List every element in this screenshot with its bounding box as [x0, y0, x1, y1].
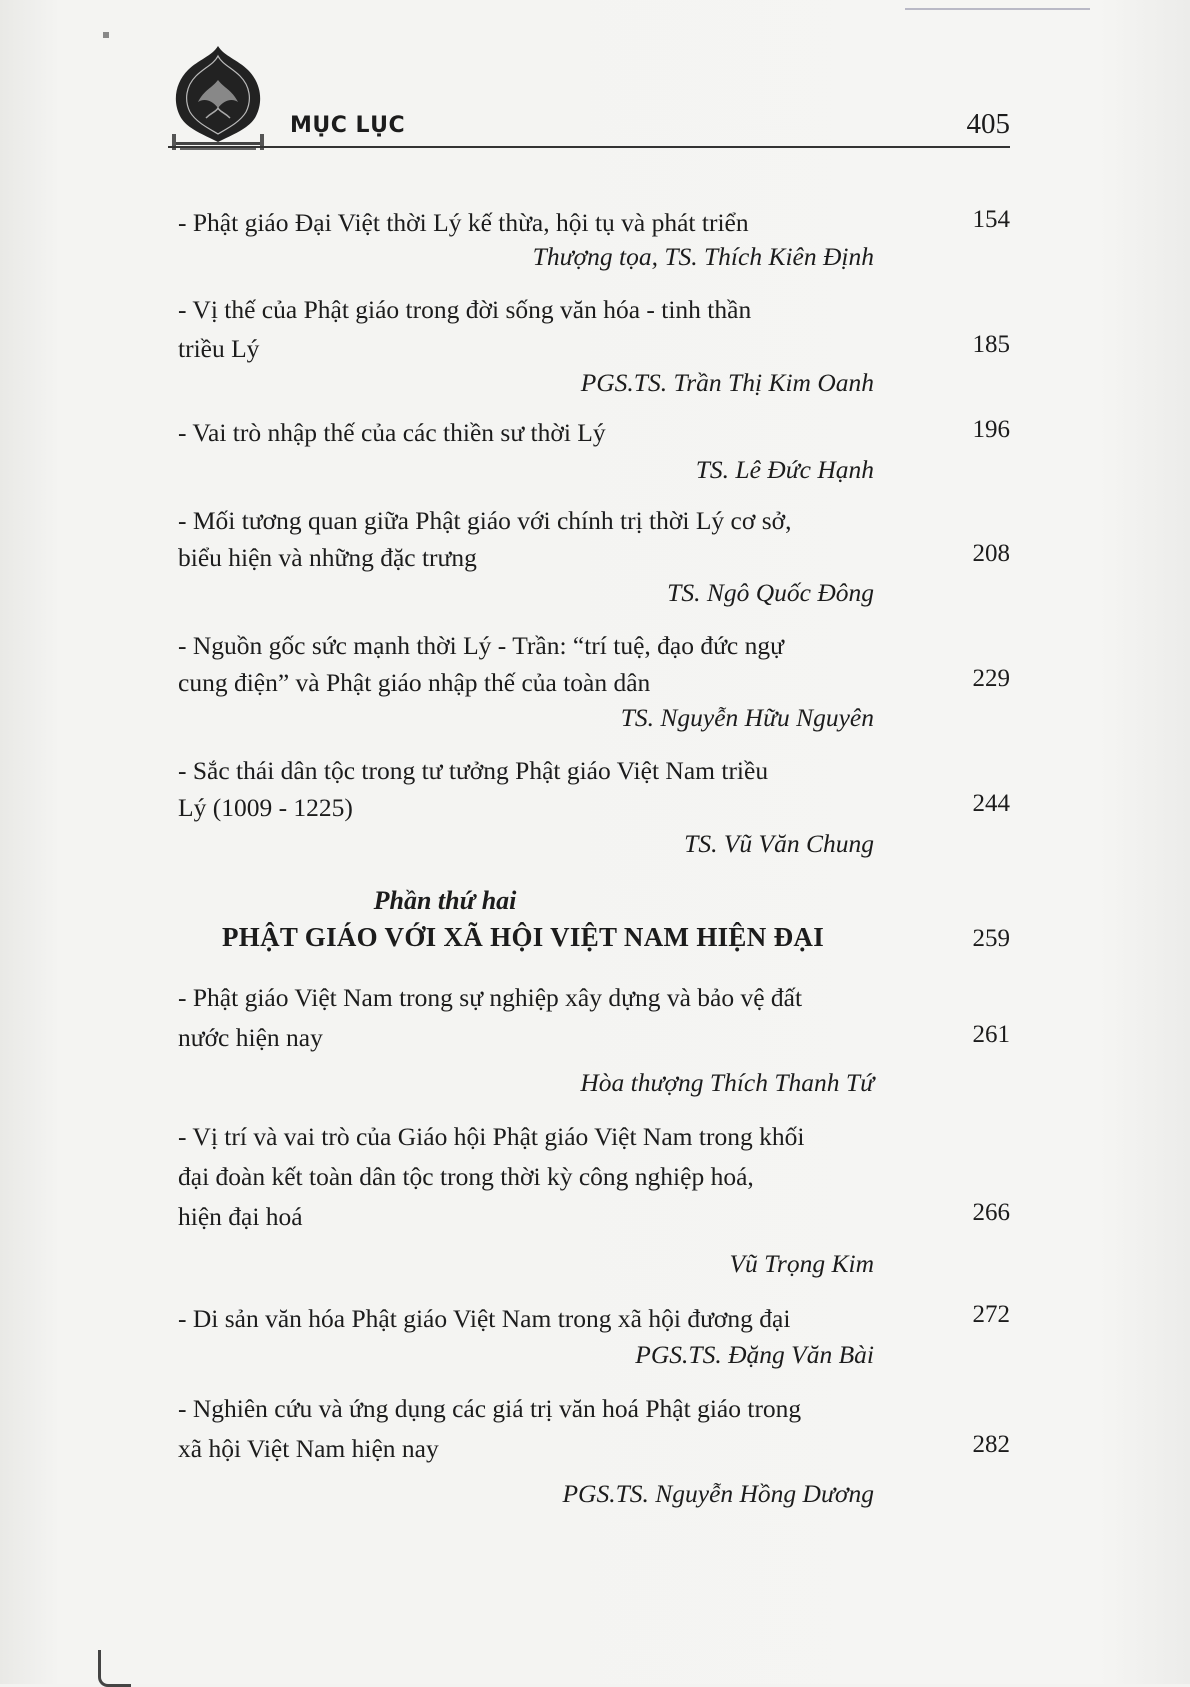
toc-entry-page: 244 — [972, 790, 1010, 817]
toc-entry-page: 154 — [972, 206, 1010, 233]
toc-entry-page: 185 — [972, 331, 1010, 358]
toc-entry-title: - Vị thế của Phật giáo trong đời sống văn hóa - tinh thần — [178, 295, 752, 324]
part-page: 259 — [972, 925, 1010, 952]
toc-entry-title: - Mối tương quan giữa Phật giáo với chính trị thời Lý cơ sở, — [178, 506, 792, 535]
toc-entry-page: 266 — [972, 1199, 1010, 1226]
toc-entry-page: 261 — [972, 1021, 1010, 1048]
header-page-number: 405 — [966, 108, 1010, 140]
toc-entry-author: Thượng tọa, TS. Thích Kiên Định — [532, 242, 874, 271]
toc-entry-author: PGS.TS. Nguyễn Hồng Dương — [562, 1479, 874, 1508]
toc-entry-title: cung điện” và Phật giáo nhập thế của toàn dân — [178, 668, 651, 697]
toc-entry-title: - Phật giáo Việt Nam trong sự nghiệp xây dựng và bảo vệ đất — [178, 983, 803, 1012]
toc-entry-author: Vũ Trọng Kim — [729, 1249, 874, 1278]
toc-entry-title: - Nguồn gốc sức mạnh thời Lý - Trần: “trí tuệ, đạo đức ngự — [178, 631, 784, 660]
toc-entry-page: 282 — [972, 1431, 1010, 1458]
toc-entry-author: PGS.TS. Đặng Văn Bài — [635, 1340, 874, 1369]
toc-entry-title: đại đoàn kết toàn dân tộc trong thời kỳ công nghiệp hoá, — [178, 1162, 754, 1191]
scan-mark — [103, 32, 109, 38]
toc-entry-author: TS. Ngô Quốc Đông — [667, 578, 874, 607]
toc-entry-page: 229 — [972, 665, 1010, 692]
toc-entry-author: TS. Vũ Văn Chung — [684, 829, 874, 858]
toc-entry-title: hiện đại hoá — [178, 1202, 303, 1231]
part-subtitle: Phần thứ hai — [373, 886, 517, 915]
toc-entry-title: - Vai trò nhập thế của các thiền sư thời Lý — [178, 418, 606, 447]
header-rule — [168, 146, 1010, 148]
toc-entry-title: Lý (1009 - 1225) — [178, 793, 353, 822]
toc-entry-author: TS. Lê Đức Hạnh — [695, 455, 874, 484]
bodhi-leaf-emblem-icon — [168, 42, 268, 154]
toc-entry-page: 196 — [972, 416, 1010, 443]
toc-entry-title: - Phật giáo Đại Việt thời Lý kế thừa, hội tụ và phát triển — [178, 208, 749, 237]
toc-entry-page: 272 — [972, 1301, 1010, 1328]
toc-entry-title: biểu hiện và những đặc trưng — [178, 543, 477, 572]
toc-entry-author: Hòa thượng Thích Thanh Tứ — [580, 1068, 874, 1097]
toc-entry-title: - Vị trí và vai trò của Giáo hội Phật giáo Việt Nam trong khối — [178, 1122, 805, 1151]
scan-corner-mark — [98, 1650, 131, 1687]
toc-entry-title: xã hội Việt Nam hiện nay — [178, 1434, 439, 1463]
scan-edge-line — [905, 8, 1090, 10]
toc-entry-title: - Di sản văn hóa Phật giáo Việt Nam trong xã hội đương đại — [178, 1304, 791, 1333]
toc-entry-author: PGS.TS. Trần Thị Kim Oanh — [580, 368, 874, 397]
toc-entry-page: 208 — [972, 540, 1010, 567]
header-title: MỤC LỤC — [290, 113, 406, 138]
part-title: PHẬT GIÁO VỚI XÃ HỘI VIỆT NAM HIỆN ĐẠI — [222, 922, 824, 952]
toc-entry-title: - Nghiên cứu và ứng dụng các giá trị văn hoá Phật giáo trong — [178, 1394, 802, 1423]
toc-entry-title: nước hiện nay — [178, 1023, 323, 1052]
toc-entry-author: TS. Nguyễn Hữu Nguyên — [620, 703, 874, 732]
toc-entry-title: - Sắc thái dân tộc trong tư tưởng Phật giáo Việt Nam triều — [178, 756, 769, 785]
toc-entry-title: triều Lý — [178, 334, 260, 363]
